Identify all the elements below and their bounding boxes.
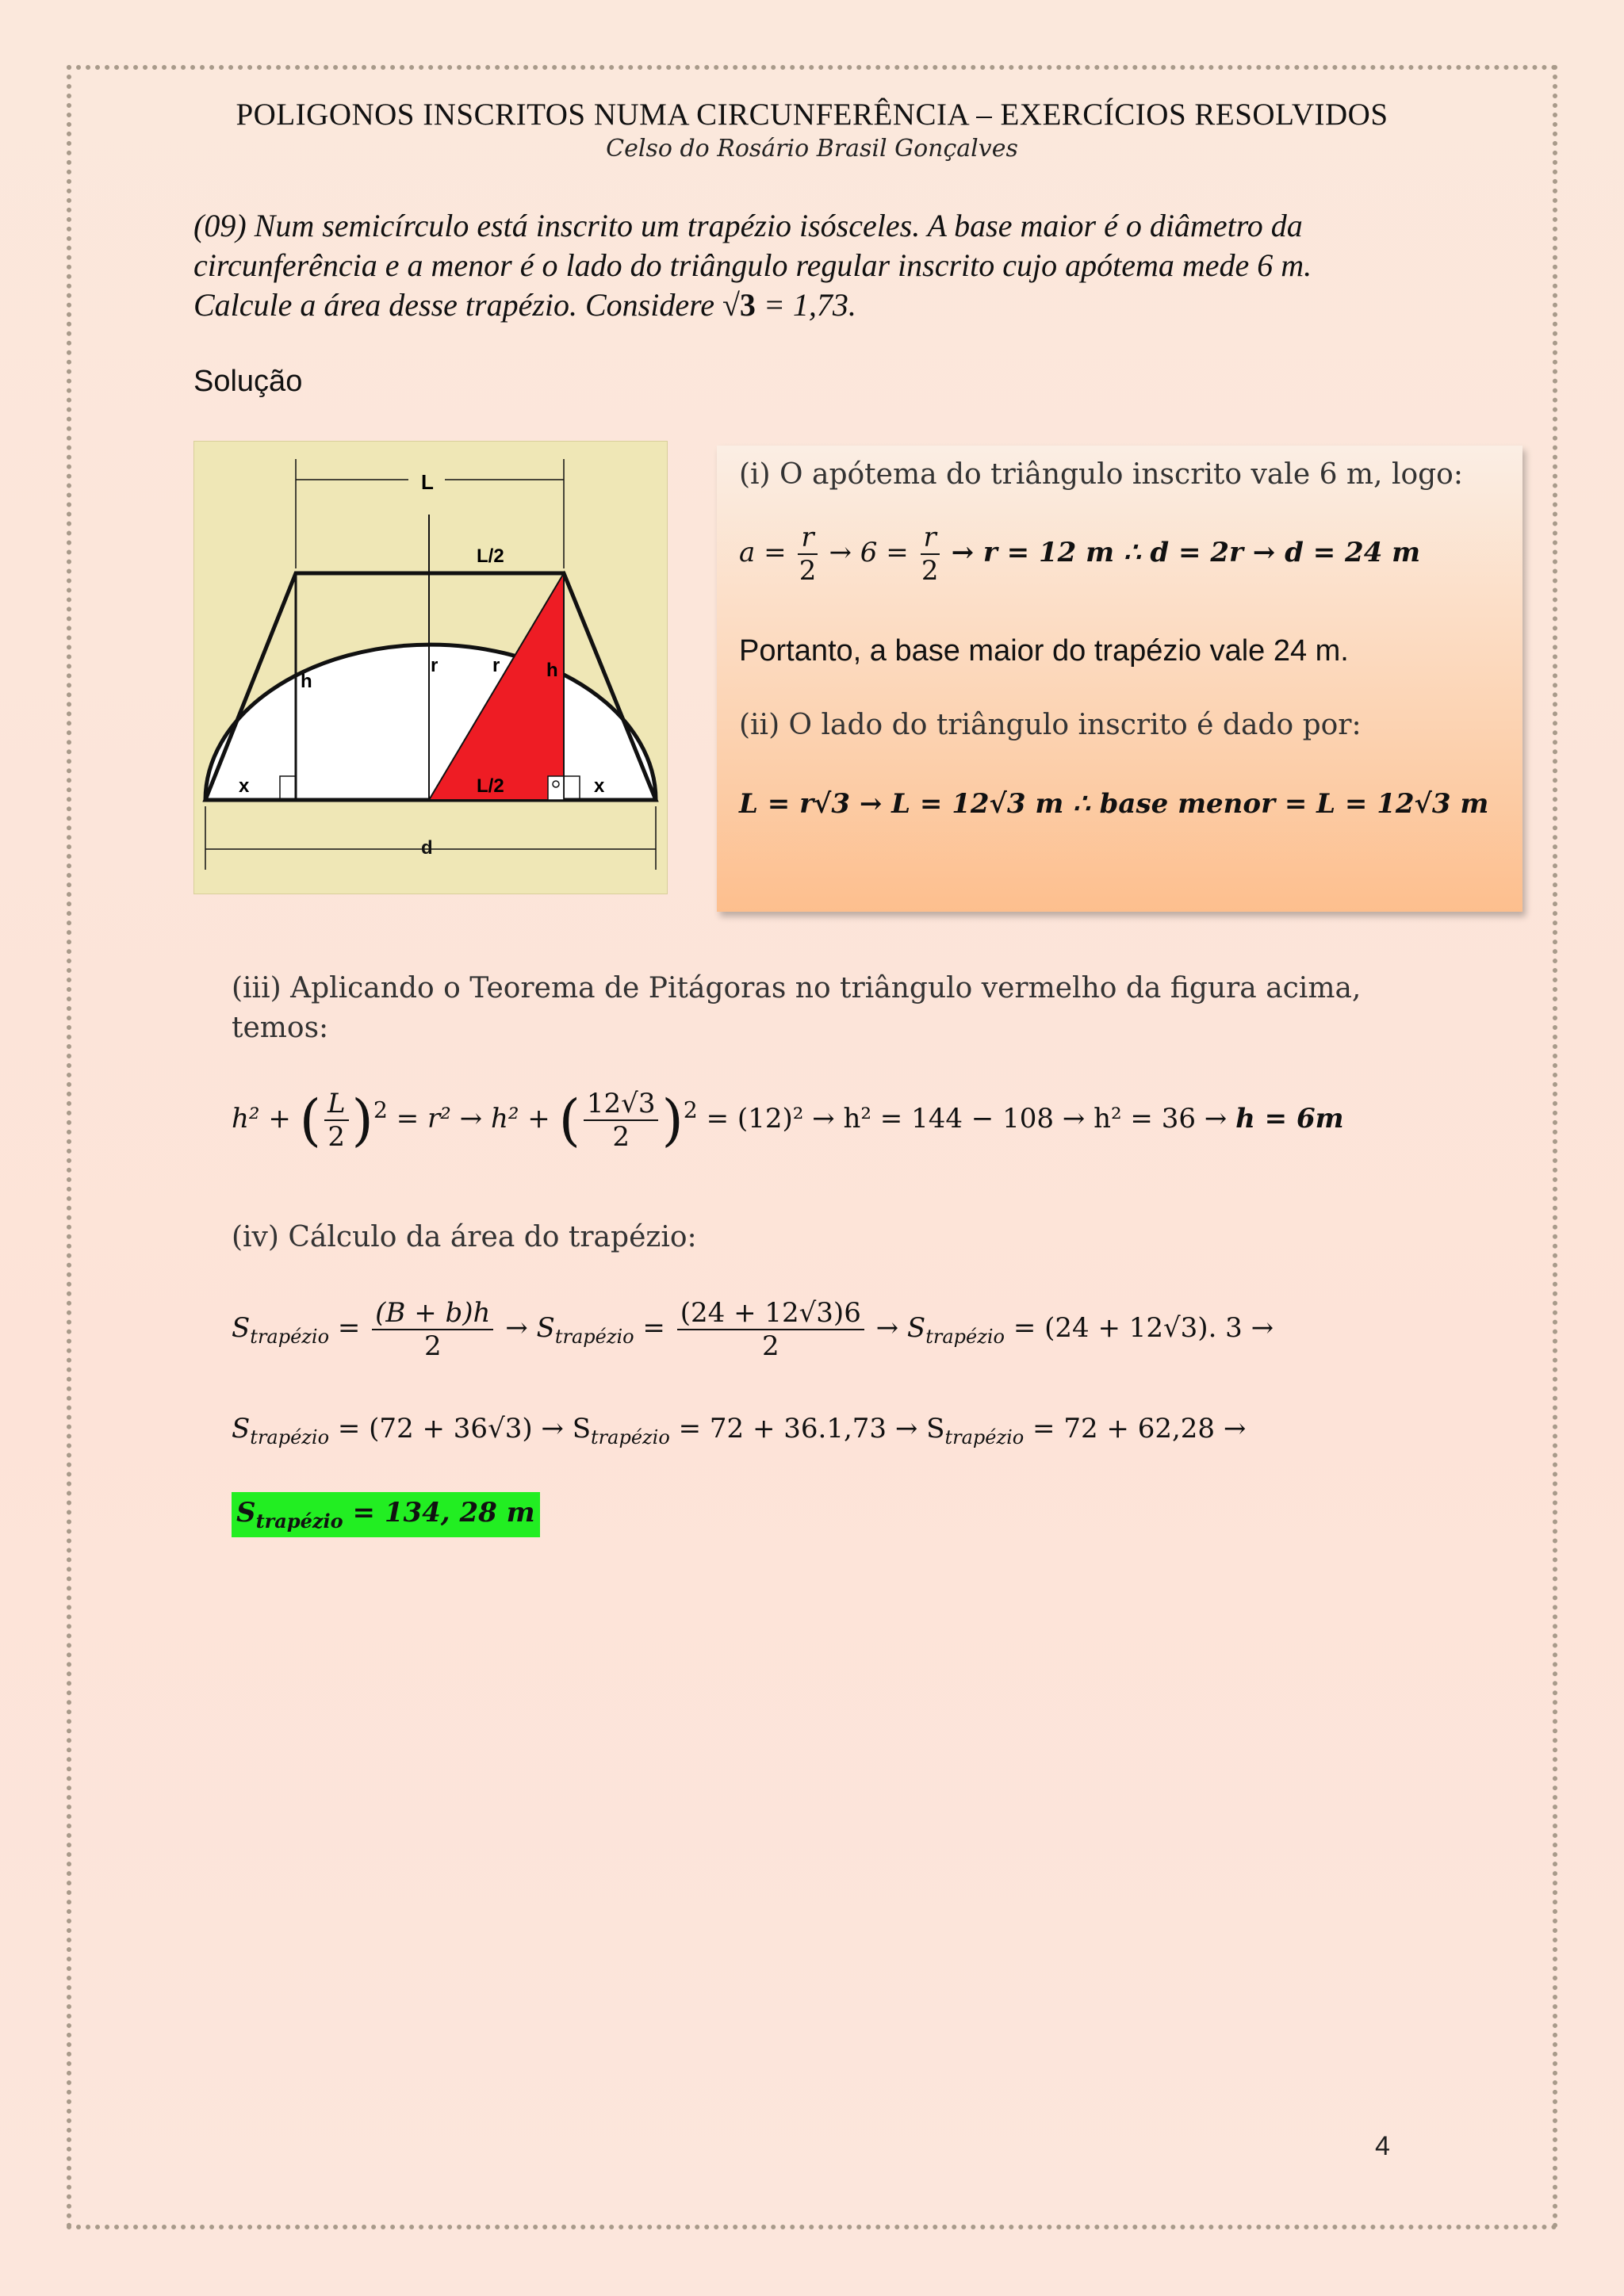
fraction-24-12sqrt3-6-over-2 <box>677 1297 864 1362</box>
exponent-2: 2 <box>683 1096 698 1123</box>
step-i-conclusion: Portanto, a base maior do trapézio vale 24 m. <box>739 634 1349 668</box>
S-symbol: S <box>232 1312 251 1344</box>
eq1-arrow-S: → S <box>505 1312 555 1344</box>
page-number: 4 <box>1375 2131 1390 2161</box>
semicircle-trapezoid-diagram <box>194 442 667 894</box>
result-subscript: trapézio <box>255 1509 343 1533</box>
paren-close-2: ) <box>661 1088 684 1153</box>
frac-num-b: r <box>921 522 940 555</box>
fraction-Bbh-over-2 <box>372 1297 493 1362</box>
eq-arrow-6: → 6 = <box>829 537 909 568</box>
frac-2b: 2 <box>612 1121 630 1153</box>
eq2-part-a: = (72 + 36√3) → S <box>337 1413 592 1445</box>
frac-L: L <box>324 1088 349 1121</box>
eq2-part-c: = 72 + 62,28 → <box>1032 1413 1247 1445</box>
eq-h-result: h = 6m <box>1235 1103 1344 1135</box>
label-h-left: h <box>301 671 312 692</box>
fraction-L-over-2 <box>324 1088 349 1153</box>
paren-open-2: ( <box>558 1088 580 1153</box>
sqrt-three: √3 <box>722 287 756 323</box>
S-subscript-6: trapézio <box>944 1425 1025 1448</box>
frac-den-2b: 2 <box>761 1330 779 1362</box>
final-result-highlight <box>232 1492 540 1537</box>
eq1-tail: = (24 + 12√3). 3 → <box>1013 1312 1274 1344</box>
step-iii-equation <box>232 1088 1344 1153</box>
frac-12sqrt3: 12√3 <box>584 1088 659 1121</box>
label-d: d <box>421 837 433 859</box>
label-x-left: x <box>239 775 250 797</box>
label-h-right: h <box>546 660 558 681</box>
eq-mid: = r² → h² + <box>396 1103 550 1135</box>
frac-num: r <box>798 522 817 555</box>
label-L-half-bottom: L/2 <box>477 775 504 797</box>
right-angle-red <box>548 776 564 800</box>
step-i-text: (i) O apótema do triângulo inscrito vale 6 m, logo: <box>739 458 1463 491</box>
step-ii-text: (ii) O lado do triângulo inscrito é dado por: <box>739 709 1362 741</box>
S-subscript: trapézio <box>250 1325 330 1348</box>
frac-24-12sqrt3-6: (24 + 12√3)6 <box>677 1297 864 1330</box>
fraction-r-over-2 <box>798 522 817 587</box>
label-r-diagonal: r <box>492 655 500 676</box>
frac-den-b: 2 <box>921 555 939 587</box>
problem-line-2: circunferência e a menor é o lado do triângulo regular inscrito cujo apótema mede 6 m. <box>193 247 1312 283</box>
problem-line-1: (09) Num semicírculo está inscrito um trapézio isósceles. A base maior é o diâmetro da <box>193 208 1303 243</box>
S-symbol-2: S <box>232 1413 251 1445</box>
label-r-center: r <box>431 655 439 676</box>
steps-i-ii-box <box>717 446 1522 912</box>
exponent-1: 2 <box>373 1096 388 1123</box>
eq-rest-3: = (12)² → h² = 144 − 108 → h² = 36 → <box>706 1103 1236 1135</box>
step-i-equation <box>739 522 1420 587</box>
S-subscript-4: trapézio <box>250 1425 330 1448</box>
paren-open: ( <box>299 1088 321 1153</box>
step-iii-text: (iii) Aplicando o Teorema de Pitágoras no triângulo vermelho da figura acima, temos: <box>232 972 1362 1044</box>
area-equation-2 <box>232 1413 1246 1448</box>
frac-den: 2 <box>799 555 817 587</box>
eq-h2-plus: h² + <box>232 1103 291 1135</box>
problem-line-3-end: = 1,73. <box>755 287 856 323</box>
label-x-right: x <box>594 775 605 797</box>
area-equation-1: $S_{trapézio}$ = $\frac{(B + b)h}{2}$ → $S_{trapézio}$ = $\frac{(24 + 12√3)6}{2}$ → $S_{trapézio} = (24 + 12√3)$. 3 → <box>232 1297 1274 1362</box>
eq2-part-b: = 72 + 36.1,73 → S <box>678 1413 945 1445</box>
paren-close: ) <box>351 1088 373 1153</box>
result-S: S <box>236 1497 256 1529</box>
eq-a: a = <box>739 537 787 568</box>
label-L-half-top: L/2 <box>477 545 504 567</box>
S-subscript-5: trapézio <box>591 1425 670 1448</box>
solution-label: Solução <box>193 365 303 398</box>
step-ii-equation: L = r√3 → L = 12√3 m ∴ base menor = L = 12√3 m <box>739 788 1489 820</box>
S-subscript-2: trapézio <box>554 1325 634 1348</box>
eq-rest: → r = 12 m ∴ d = 2r → d = 24 m <box>951 537 1421 568</box>
fraction-12sqrt3-over-2 <box>584 1088 659 1153</box>
page-title: POLIGONOS INSCRITOS NUMA CIRCUNFERÊNCIA – EXERCÍCIOS RESOLVIDOS <box>236 98 1388 132</box>
result-value: = 134, 28 m <box>343 1497 535 1529</box>
frac-2a: 2 <box>327 1121 346 1153</box>
frac-Bbh: (B + b)h <box>372 1297 493 1330</box>
problem-line-3-text: Calcule a área desse trapézio. Considere <box>193 287 722 323</box>
geometry-figure <box>193 441 668 894</box>
label-L: L <box>421 470 434 494</box>
S-subscript-3: trapézio <box>925 1325 1005 1348</box>
frac-den-2: 2 <box>423 1330 442 1362</box>
problem-line-3 <box>193 285 1478 325</box>
problem-statement <box>193 206 1478 325</box>
eq1-arrow-S-2: → S <box>875 1312 926 1344</box>
fraction-r-over-2-b <box>921 522 940 587</box>
step-iv-text: (iv) Cálculo da área do trapézio: <box>232 1221 697 1253</box>
author-name: Celso do Rosário Brasil Gonçalves <box>606 135 1018 163</box>
